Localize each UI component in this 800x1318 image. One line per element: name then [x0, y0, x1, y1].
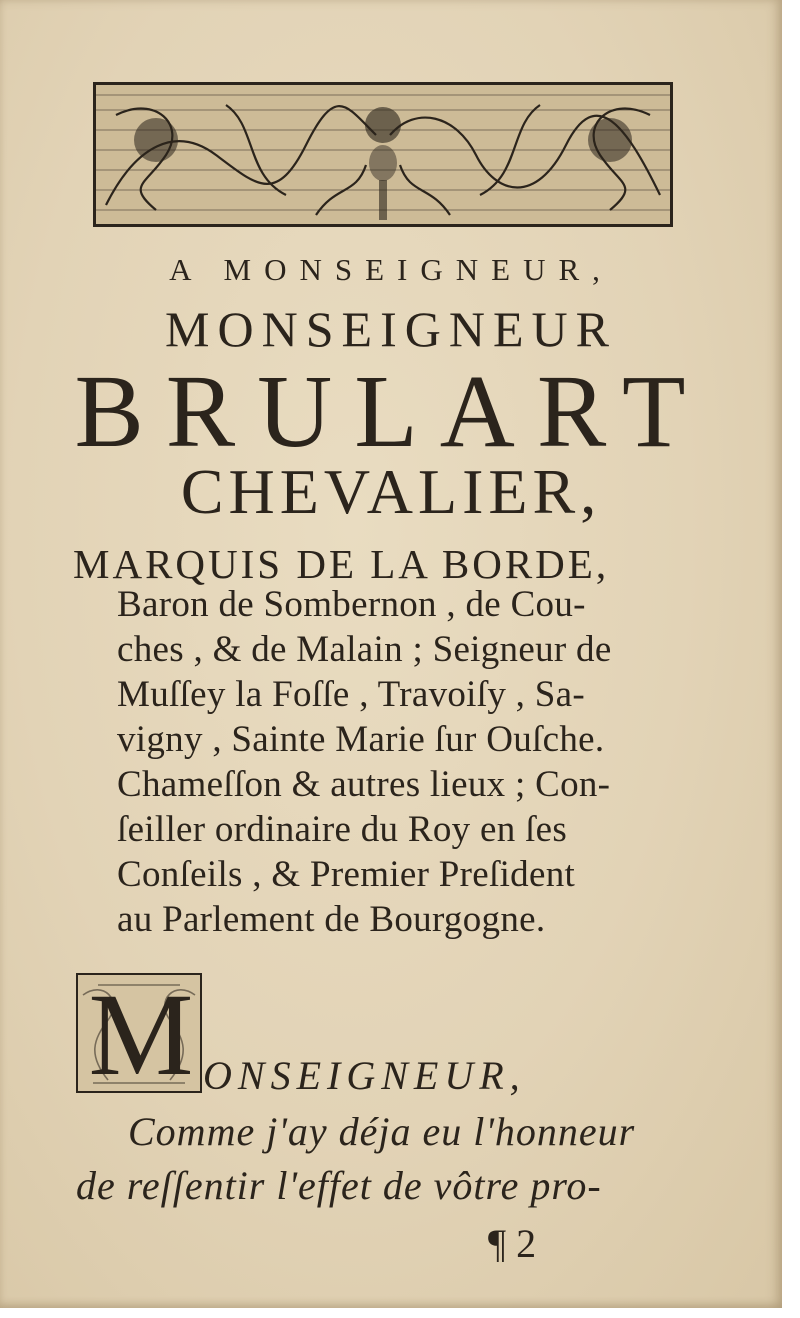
letter-line-2: de reſſentir l'effet de vôtre pro-	[76, 1163, 602, 1208]
titles-line: ſeiller ordinaire du Roy en ſes	[117, 809, 568, 850]
honorific-line: MONSEIGNEUR	[165, 301, 617, 357]
titles-paragraph	[117, 582, 717, 942]
salutation-rest: ONSEIGNEUR,	[203, 1053, 526, 1098]
titles-line: Conſeils , & Premier Preſident	[117, 854, 576, 895]
page-edge-margin	[782, 0, 800, 1318]
ornamental-initial-frame	[76, 973, 202, 1093]
surname-line: BRULART	[74, 354, 708, 469]
signature-mark: ¶ 2	[488, 1221, 537, 1266]
letter-line-1: Comme j'ay déja eu l'honneur	[128, 1109, 636, 1154]
rank-line: CHEVALIER,	[180, 456, 602, 527]
titles-line: au Parlement de Bourgogne.	[117, 899, 546, 940]
marquis-line: MARQUIS DE LA BORDE,	[73, 541, 610, 587]
titles-line: Baron de Sombernon , de Cou-	[117, 584, 586, 625]
floral-headpiece-ornament	[93, 82, 673, 227]
dedication-line: A MONSEIGNEUR,	[169, 252, 613, 287]
titles-line: vigny , Sainte Marie ſur Ouſche.	[117, 719, 605, 760]
drop-cap-letter: M	[88, 973, 194, 1093]
titles-line: Chameſſon & autres lieux ; Con-	[117, 764, 611, 805]
titles-line: Muſſey la Foſſe , Travoiſy , Sa-	[117, 674, 585, 715]
titles-line: ches , & de Malain ; Seigneur de	[117, 629, 612, 670]
